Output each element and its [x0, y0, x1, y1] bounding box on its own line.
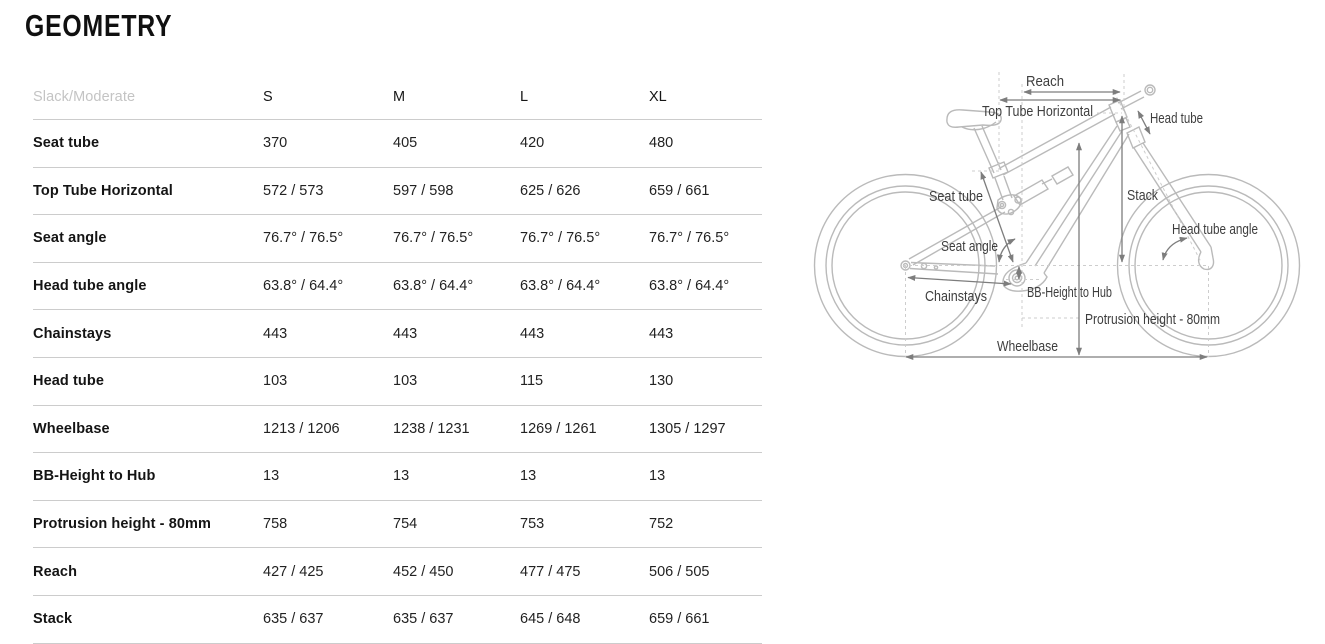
- cell-value: 1269 / 1261: [520, 420, 597, 437]
- row-label: Reach: [33, 563, 78, 580]
- reach-label: Reach: [1026, 73, 1064, 90]
- rear-shock: [1014, 167, 1073, 205]
- cell-value: 443: [520, 325, 545, 342]
- row-label: Head tube: [33, 373, 104, 390]
- cell-value: 63.8° / 64.4°: [520, 278, 601, 295]
- row-label: Top Tube Horizontal: [33, 182, 173, 199]
- seat-tube-label: Seat tube: [929, 188, 983, 205]
- seatstay-line: [909, 207, 1005, 265]
- cell-value: 635 / 637: [263, 611, 324, 628]
- cell-value: 452 / 450: [393, 563, 454, 580]
- cell-value: 103: [393, 373, 418, 390]
- cell-value: 13: [649, 468, 666, 485]
- row-label: Seat angle: [33, 230, 107, 247]
- head-tube-angle-arc: [1163, 238, 1187, 260]
- cell-value: 76.7° / 76.5°: [263, 230, 344, 247]
- diagram-labels: [925, 73, 1258, 355]
- chainstay-pivot: [934, 266, 937, 269]
- column-header-m: M: [393, 89, 406, 105]
- seat-angle-arc: [999, 239, 1015, 262]
- cell-value: 480: [649, 135, 674, 152]
- cell-value: 1305 / 1297: [649, 420, 726, 437]
- cell-value: 76.7° / 76.5°: [393, 230, 474, 247]
- column-header-xl: XL: [649, 89, 667, 105]
- chainstays-label: Chainstays: [925, 288, 987, 305]
- cell-value: 427 / 425: [263, 563, 324, 580]
- cell-value: 597 / 598: [393, 182, 454, 199]
- bb-height-to-hub-label: BB-Height to Hub: [1027, 284, 1112, 301]
- row-label: Stack: [33, 611, 73, 628]
- cell-value: 1238 / 1231: [393, 420, 470, 437]
- cell-value: 13: [393, 468, 410, 485]
- cell-value: 13: [263, 468, 280, 485]
- cell-value: 443: [263, 325, 288, 342]
- cell-value: 752: [649, 516, 674, 533]
- table-header-caption: Slack/Moderate: [33, 89, 136, 105]
- cell-value: 405: [393, 135, 418, 152]
- cell-value: 420: [520, 135, 545, 152]
- row-label: Chainstays: [33, 325, 112, 342]
- cell-value: 103: [263, 373, 288, 390]
- cell-value: 76.7° / 76.5°: [649, 230, 730, 247]
- cell-value: 659 / 661: [649, 611, 710, 628]
- cell-value: 645 / 648: [520, 611, 581, 628]
- column-header-l: L: [520, 89, 529, 105]
- cell-value: 130: [649, 373, 674, 390]
- cell-value: 370: [263, 135, 288, 152]
- cell-value: 753: [520, 516, 545, 533]
- cell-value: 625 / 626: [520, 182, 581, 199]
- rocker-link: [997, 195, 1021, 215]
- cell-value: 477 / 475: [520, 563, 581, 580]
- cell-value: 659 / 661: [649, 182, 710, 199]
- wheelbase-label: Wheelbase: [997, 338, 1058, 355]
- head-tube-angle-label: Head tube angle: [1172, 221, 1258, 238]
- cell-value: 63.8° / 64.4°: [393, 278, 474, 295]
- cell-value: 635 / 637: [393, 611, 454, 628]
- cell-value: 443: [649, 325, 674, 342]
- cell-value: 572 / 573: [263, 182, 324, 199]
- head-tube-label: Head tube: [1150, 110, 1203, 127]
- cell-value: 758: [263, 516, 288, 533]
- cell-value: 115: [520, 373, 544, 390]
- row-label: Protrusion height - 80mm: [33, 516, 212, 533]
- cell-value: 63.8° / 64.4°: [649, 278, 730, 295]
- cell-value: 506 / 505: [649, 563, 710, 580]
- row-label: Head tube angle: [33, 278, 147, 295]
- cell-value: 443: [393, 325, 418, 342]
- row-label: Seat tube: [33, 135, 100, 152]
- cell-value: 13: [520, 468, 537, 485]
- cell-value: 63.8° / 64.4°: [263, 278, 344, 295]
- cell-value: 76.7° / 76.5°: [520, 230, 601, 247]
- cell-value: 754: [393, 516, 418, 533]
- column-header-s: S: [263, 89, 273, 105]
- seat-angle-label: Seat angle: [941, 238, 998, 255]
- cell-value: 1213 / 1206: [263, 420, 340, 437]
- stack-label: Stack: [1127, 187, 1159, 204]
- chainring-icon: [1009, 270, 1025, 286]
- row-label: BB-Height to Hub: [33, 468, 156, 485]
- row-label: Wheelbase: [33, 420, 110, 437]
- top-tube-horizontal-label: Top Tube Horizontal: [982, 103, 1093, 120]
- page-title: GEOMETRY: [25, 8, 173, 43]
- protrusion-height-label: Protrusion height - 80mm: [1085, 311, 1220, 328]
